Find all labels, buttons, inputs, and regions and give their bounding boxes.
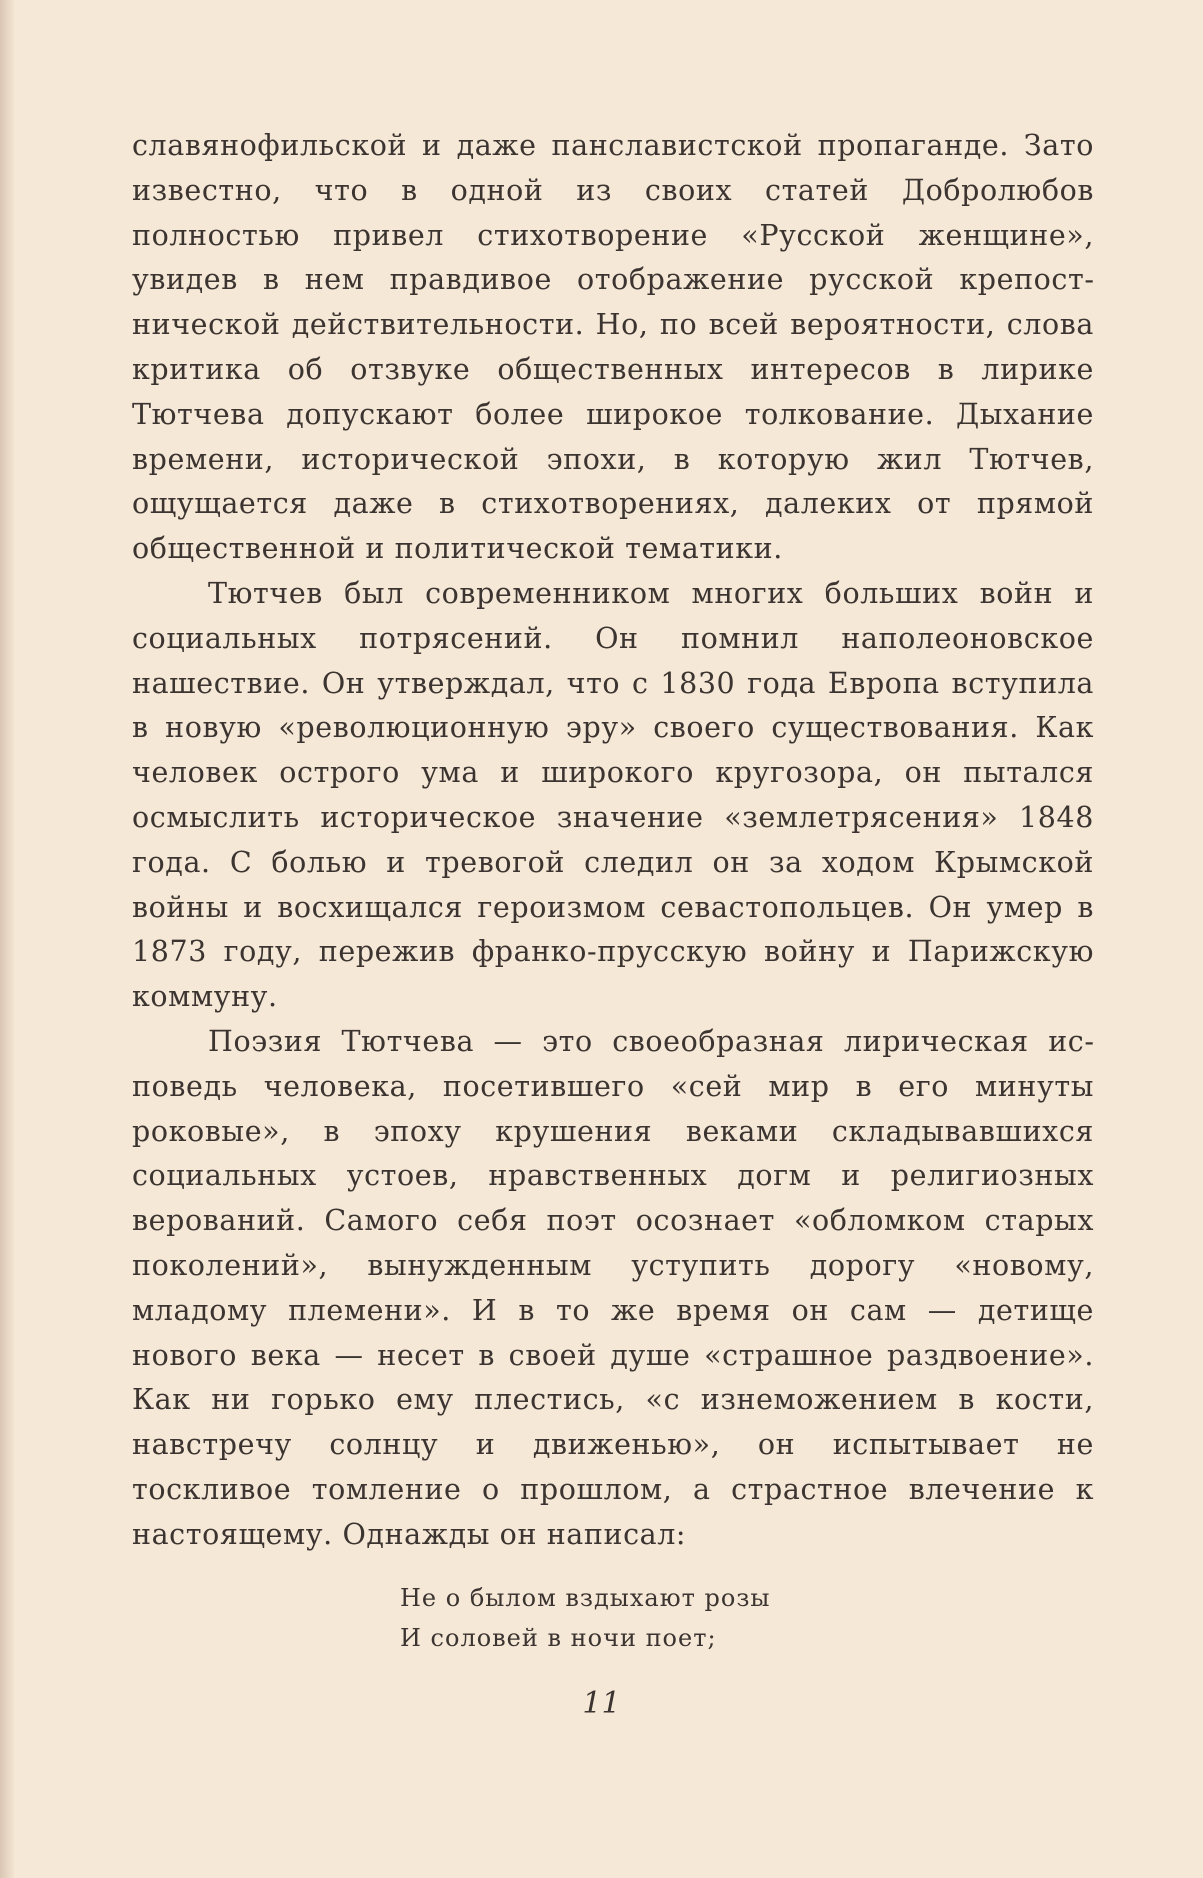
poem-line: Не о былом вздыхают розы	[400, 1584, 771, 1612]
page-number: 11	[582, 1686, 621, 1721]
page-spine-edge	[0, 0, 14, 1878]
poem-quote	[400, 1578, 771, 1658]
body-text	[132, 124, 1094, 1558]
paragraph-continuation: славянофильской и даже панславистской пропаганде. Зато известно, что в одной из своих статей Добролюбов полностью привел стихотворение «Русской женщине», увидев в нем правдивое отображение русской крепостнической действительности. Но, по всей вероятности, слова критика об отзвуке общественных интересов в лирике Тютчева допускают более широкое толкование. Дыхание времени, исторической эпохи, в которую жил Тютчев, ощущается даже в стихотворениях, далеких от прямой общественной и политической тематики.	[132, 129, 1094, 566]
paragraph-wars: Тютчев был современником многих больших войн и социальных потрясений. Он помнил наполеоновское нашествие. Он утверждал, что с 1830 года Европа вступила в новую «революционную эру» своего существования. Как человек острого ума и широкого кругозора, он пытался осмыслить историческое значение «землетрясения» 1848 года. С болью и тревогой следил он за ходом Крымской войны и восхищался героизмом севастопольцев. Он умер в 1873 году, пережив франко-прусскую войну и Парижскую коммуну.	[132, 576, 1094, 1014]
paragraph-poetry: Поэзия Тютчева — это своеобразная лирическая исповедь человека, посетившего «сей мир в его минуты роковые», в эпоху крушения веками складывавшихся социальных устоев, нравственных догм и религиозных верований. Самого себя поэт осознает «обломком старых поколений», вынужденным уступить дорогу «новому, младому племени». И в то же время он сам — детище нового века — несет в своей душе «страшное раздвоение». Как ни горько ему плестись, «с изнеможением в кости, навстречу солнцу и движенью», он испытывает не тоскливое томление о прошлом, а страстное влечение к настоящему. Однажды он написал:	[132, 1024, 1094, 1551]
poem-line: И соловей в ночи поет;	[400, 1624, 717, 1652]
